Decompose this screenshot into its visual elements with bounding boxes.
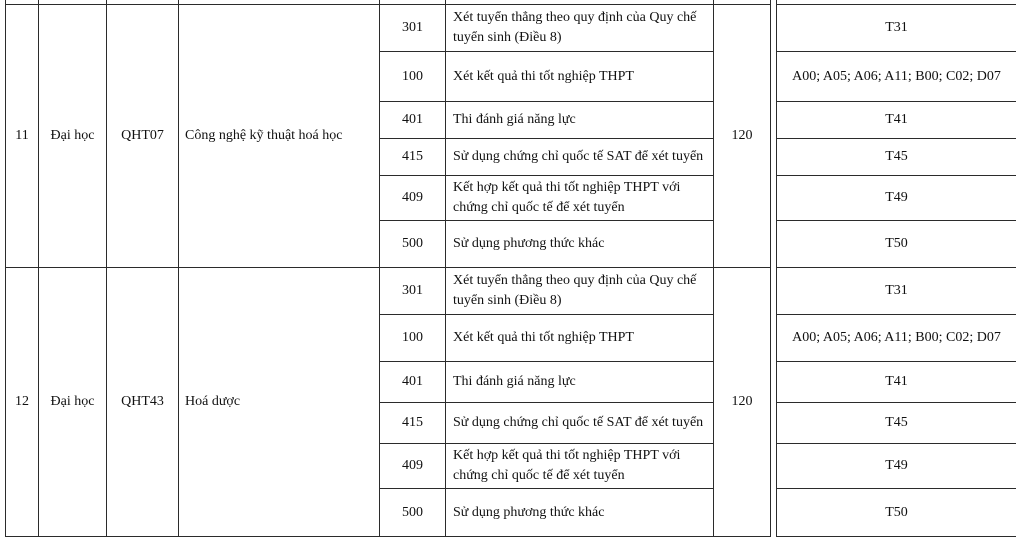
row-number: 11	[6, 5, 39, 268]
subject-combination: T49	[777, 444, 1017, 489]
method-description: Sử dụng chứng chỉ quốc tế SAT để xét tuyển	[446, 139, 714, 176]
method-code: 100	[380, 315, 446, 362]
table-row	[6, 268, 1017, 315]
method-code: 301	[380, 5, 446, 52]
table-row	[6, 5, 1017, 52]
method-description: Sử dụng chứng chỉ quốc tế SAT để xét tuyển	[446, 403, 714, 444]
subject-combination: A00; A05; A06; A11; B00; C02; D07	[777, 52, 1017, 102]
method-description: Xét kết quả thi tốt nghiệp THPT	[446, 315, 714, 362]
method-code: 500	[380, 221, 446, 268]
method-code: 301	[380, 268, 446, 315]
method-description: Thi đánh giá năng lực	[446, 102, 714, 139]
subject-combination: T41	[777, 102, 1017, 139]
subject-combination: T31	[777, 268, 1017, 315]
subject-combination: T45	[777, 139, 1017, 176]
subject-combination: T50	[777, 221, 1017, 268]
method-description: Sử dụng phương thức khác	[446, 221, 714, 268]
program-name: Công nghệ kỹ thuật hoá học	[179, 5, 380, 268]
training-level: Đại học	[39, 268, 107, 537]
subject-combination: T45	[777, 403, 1017, 444]
subject-combination: T49	[777, 176, 1017, 221]
method-code: 100	[380, 52, 446, 102]
admission-table	[5, 0, 1016, 537]
method-description: Thi đánh giá năng lực	[446, 362, 714, 403]
method-description: Kết hợp kết quả thi tốt nghiệp THPT với chứng chỉ quốc tế để xét tuyển	[446, 176, 714, 221]
admission-table-wrapper	[5, 0, 1016, 540]
quota: 120	[714, 268, 771, 537]
method-code: 401	[380, 102, 446, 139]
method-code: 500	[380, 489, 446, 537]
program-name: Hoá dược	[179, 268, 380, 537]
method-description: Sử dụng phương thức khác	[446, 489, 714, 537]
quota: 120	[714, 5, 771, 268]
subject-combination: T31	[777, 5, 1017, 52]
method-code: 401	[380, 362, 446, 403]
row-number: 12	[6, 268, 39, 537]
method-code: 415	[380, 403, 446, 444]
program-code: QHT43	[107, 268, 179, 537]
subject-combination: T50	[777, 489, 1017, 537]
method-code: 409	[380, 176, 446, 221]
method-description: Xét kết quả thi tốt nghiệp THPT	[446, 52, 714, 102]
method-description: Xét tuyển thẳng theo quy định của Quy chế tuyển sinh (Điều 8)	[446, 5, 714, 52]
method-code: 409	[380, 444, 446, 489]
method-code: 415	[380, 139, 446, 176]
training-level: Đại học	[39, 5, 107, 268]
program-code: QHT07	[107, 5, 179, 268]
method-description: Kết hợp kết quả thi tốt nghiệp THPT với chứng chỉ quốc tế để xét tuyển	[446, 444, 714, 489]
method-description: Xét tuyển thẳng theo quy định của Quy chế tuyển sinh (Điều 8)	[446, 268, 714, 315]
subject-combination: A00; A05; A06; A11; B00; C02; D07	[777, 315, 1017, 362]
subject-combination: T41	[777, 362, 1017, 403]
